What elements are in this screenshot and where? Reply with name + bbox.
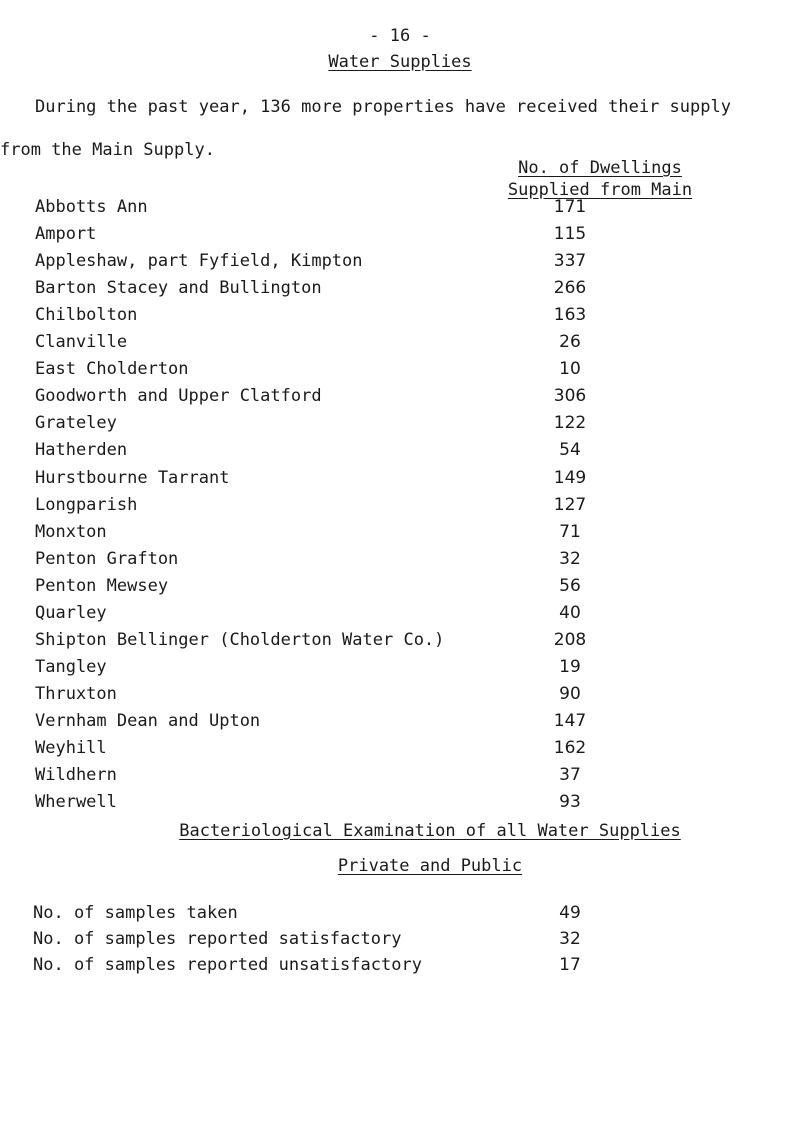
parish-name: Appleshaw, part Fyfield, Kimpton (35, 251, 363, 272)
bacteriological-subheading (90, 856, 770, 876)
parish-row (0, 359, 800, 385)
parish-name: Wherwell (35, 792, 117, 813)
parish-row (0, 332, 800, 358)
parish-name: Grateley (35, 413, 117, 434)
parish-dwelling-count: 32 (559, 548, 581, 569)
parish-row (0, 792, 800, 818)
parish-dwelling-count: 149 (553, 467, 587, 488)
parish-dwelling-count: 93 (559, 792, 581, 813)
sample-row (0, 955, 800, 981)
parish-row (0, 468, 800, 494)
parish-name: Weyhill (35, 738, 107, 758)
parish-row (0, 251, 800, 277)
parish-row (0, 386, 800, 412)
parish-row (0, 549, 800, 575)
parish-name: Tangley (35, 656, 107, 677)
column-header (480, 158, 720, 200)
parish-row (0, 657, 800, 683)
parish-row (0, 413, 800, 439)
parish-name: Wildhern (35, 765, 117, 786)
page-number: - 16 - (369, 26, 431, 46)
parish-dwelling-count: 266 (553, 278, 587, 299)
parish-dwelling-count: 147 (553, 710, 587, 731)
parish-dwelling-count: 90 (559, 683, 581, 704)
parish-dwelling-count: 306 (553, 386, 587, 407)
parish-name: Goodworth and Upper Clatford (35, 386, 322, 407)
parish-name: Clanville (35, 332, 128, 353)
parish-name: Hurstbourne Tarrant (35, 467, 230, 488)
parish-row (0, 576, 800, 602)
parish-row (0, 738, 800, 764)
parish-dwelling-count: 10 (559, 359, 581, 380)
parish-name: Amport (35, 224, 97, 245)
parish-name: Longparish (35, 494, 138, 515)
intro-line-2: from the Main Supply. (0, 140, 215, 160)
parish-name: East Cholderton (35, 359, 189, 380)
parish-row (0, 495, 800, 521)
parish-row (0, 684, 800, 710)
parish-dwelling-count: 26 (559, 332, 581, 353)
parish-dwelling-count: 163 (553, 305, 587, 326)
parish-dwelling-count: 54 (559, 440, 581, 461)
parish-name: Barton Stacey and Bullington (35, 278, 322, 299)
intro-line-1: During the past year, 136 more properties have received their supply (35, 97, 731, 117)
parish-name: Monxton (35, 521, 107, 542)
sample-label: No. of samples reported satisfactory (33, 929, 402, 949)
parish-row (0, 603, 800, 629)
parish-row (0, 197, 800, 223)
parish-dwelling-count: 40 (559, 602, 581, 623)
page-title (0, 52, 800, 72)
sample-label: No. of samples reported unsatisfactory (33, 955, 422, 975)
sample-value: 49 (559, 903, 581, 923)
parish-dwelling-count: 56 (559, 575, 581, 596)
parish-row (0, 630, 800, 656)
bacteriological-heading (90, 821, 770, 841)
parish-name: Abbotts Ann (35, 197, 148, 217)
parish-row (0, 522, 800, 548)
parish-name: Penton Grafton (35, 548, 179, 569)
parish-name: Hatherden (35, 440, 128, 461)
parish-row (0, 224, 800, 250)
parish-dwelling-count: 127 (553, 494, 587, 515)
parish-name: Chilbolton (35, 305, 138, 326)
page-title-text: Water Supplies (328, 52, 472, 72)
sample-value: 32 (559, 929, 581, 949)
parish-row (0, 278, 800, 304)
sample-row (0, 903, 800, 929)
parish-dwelling-count: 122 (553, 413, 587, 434)
sample-value: 17 (559, 955, 581, 975)
parish-row (0, 711, 800, 737)
parish-dwelling-count: 115 (553, 224, 587, 245)
parish-name: Thruxton (35, 683, 117, 704)
parish-dwelling-count: 208 (553, 629, 587, 650)
parish-dwelling-count: 171 (553, 197, 587, 217)
bacteriological-heading-text: Bacteriological Examination of all Water Supplies (179, 821, 681, 841)
parish-name: Vernham Dean and Upton (35, 710, 261, 731)
parish-dwelling-count: 71 (559, 521, 581, 542)
parish-row (0, 765, 800, 791)
parish-row (0, 305, 800, 331)
sample-row (0, 929, 800, 955)
parish-dwelling-count: 337 (553, 251, 587, 272)
parish-row (0, 440, 800, 466)
parish-name: Shipton Bellinger (Cholderton Water Co.) (35, 629, 445, 650)
parish-name: Penton Mewsey (35, 575, 169, 596)
parish-dwelling-count: 162 (553, 738, 587, 758)
parish-dwelling-count: 37 (559, 765, 581, 786)
column-header-line-2: Supplied from Main (507, 180, 693, 200)
parish-name: Quarley (35, 602, 107, 623)
column-header-line-1: No. of Dwellings (518, 158, 682, 178)
parish-dwelling-count: 19 (559, 656, 581, 677)
sample-label: No. of samples taken (33, 903, 238, 923)
bacteriological-subheading-text: Private and Public (337, 856, 523, 876)
